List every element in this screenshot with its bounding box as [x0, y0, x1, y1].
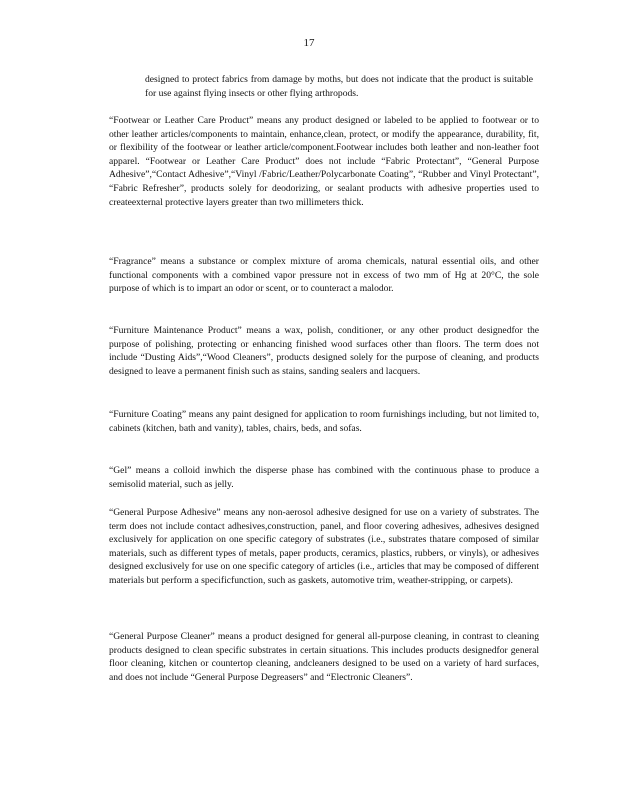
page-number: 17	[303, 37, 315, 49]
paragraph-furniture-coating: “Furniture Coating” means any paint designed for application to room furnishings including, but not limited to, cabinets (kitchen, bath and vanity), tables, chairs, beds, and sofas.	[109, 409, 539, 434]
paragraph-furniture-maintenance: “Furniture Maintenance Product” means a wax, polish, conditioner, or any other product designedfor the purpose of polishing, protecting or enhancing finished wood surfaces other than floors. The term does not include “Dusting Aids”,“Wood Cleaners”, products designed solely for the purpose of cleaning, and products designed to leave a permanent finish such as stains, sanding sealers and lacquers.	[109, 325, 539, 377]
paragraph-general-purpose-cleaner: “General Purpose Cleaner” means a product designed for general all-purpose cleaning, in contrast to cleaning products designed to clean specific substrates in certain situations. This includes products designedfor general floor cleaning, kitchen or countertop cleaning, andcleaners designed to be used on a variety of hard surfaces, and does not include “General Purpose Degreasers” and “Electronic Cleaners”.	[109, 631, 539, 683]
paragraph-gel: “Gel” means a colloid inwhich the disperse phase has combined with the continuous phase to produce a semisolid material, such as jelly.	[109, 465, 539, 490]
paragraph-general-purpose-adhesive: “General Purpose Adhesive” means any non-aerosol adhesive designed for use on a variety of substrates. The term does not include contact adhesives,construction, panel, and floor covering adhesives, adhesives designed exclusively for application on one specific category of substrates (i.e., substrates thatare composed of similar materials, such as different types of metals, paper products, ceramics, plastics, rubbers, or vinyls), or adhesives designed exclusively for use on one specific category of articles (i.e., articles that may be composed of different materials but perform a specificfunction, such as gaskets, automotive trim, weather-stripping, or carpets).	[109, 507, 539, 586]
paragraph-fragrance: “Fragrance” means a substance or complex mixture of aroma chemicals, natural essential oils, and other functional components with a combined vapor pressure not in excess of two mm of Hg at 20°C, the sole purpose of which is to impart an odor or scent, or to counteract a malodor.	[109, 256, 539, 295]
paragraph-footwear-leather-care: “Footwear or Leather Care Product” means any product designed or labeled to be applied to footwear or to other leather articles/components to maintain, enhance,clean, protect, or modify the appearance, durability, fit, or flexibility of the footwear or leather article/component.Footwear includes both leather and non-leather foot apparel. “Footwear or Leather Care Product” does not include “Fabric Protectant”, “General Purpose Adhesive”,“Contact Adhesive”,“Vinyl /Fabric/Leather/Polycarbonate Coating”, “Rubber and Vinyl Protectant”, “Fabric Refresher”, products solely for deodorizing, or sealant products with adhesive properties used to createexternal protective layers greater than two millimeters thick.	[109, 115, 539, 208]
paragraph-moth-proofing-continued: designed to protect fabrics from damage by moths, but does not indicate that the product is suitable for use against flying insects or other flying arthropods.	[145, 74, 533, 99]
